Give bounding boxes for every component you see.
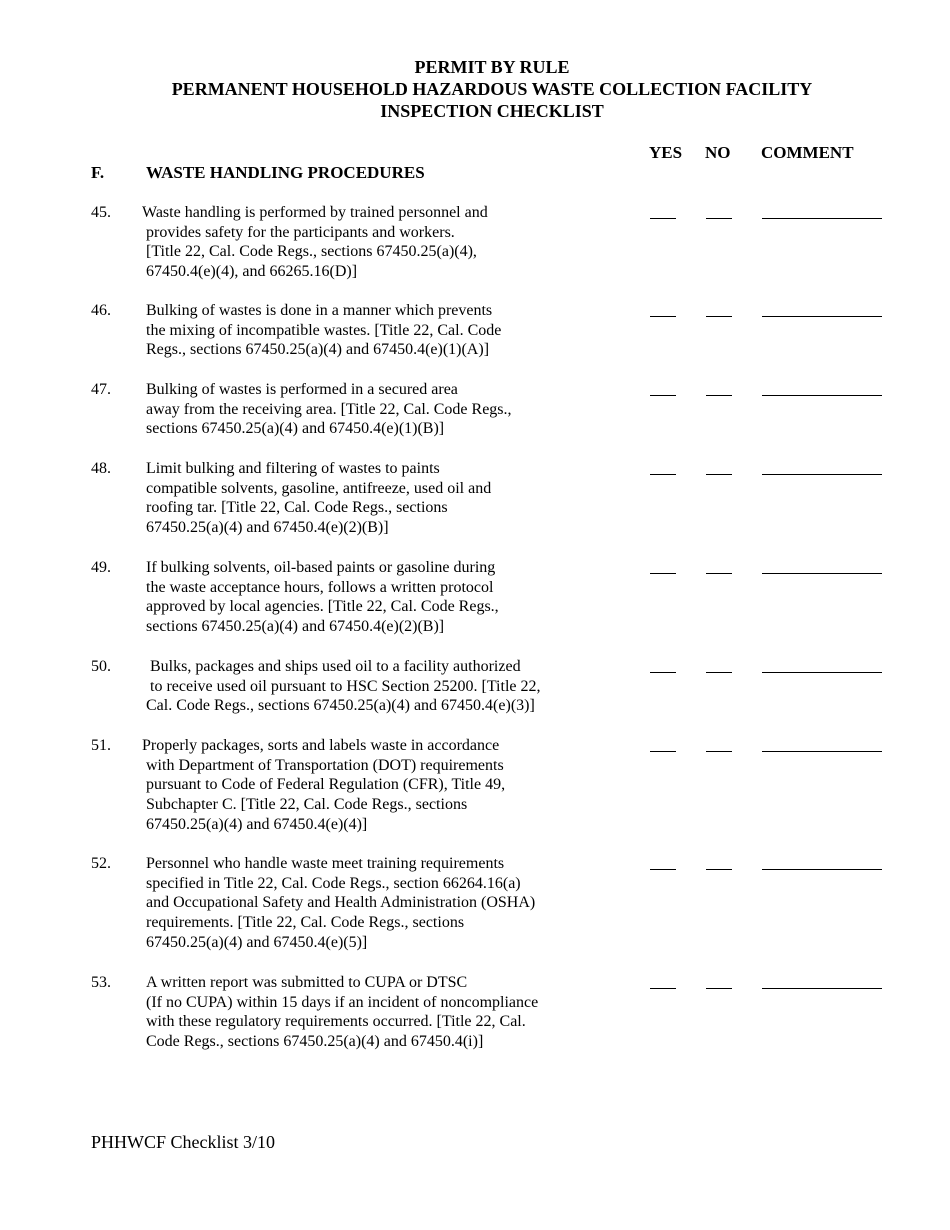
item-number: 53. [91,974,111,991]
item-text-line: requirements. [Title 22, Cal. Code Regs., sections [146,914,465,932]
item-text-line: Regs., sections 67450.25(a)(4) and 67450.4(e)(1)(A)] [146,341,490,359]
item-text-line: Personnel who handle waste meet training requirements [146,855,505,872]
item-text-line: 67450.25(a)(4) and 67450.4(e)(5)] [146,933,368,951]
item-text-line: compatible solvents, gasoline, antifreeze, used oil and [146,479,492,497]
yes-answer-line[interactable] [650,395,676,396]
item-text-line: Limit bulking and filtering of wastes to paints [146,460,440,477]
item-text-line: the waste acceptance hours, follows a written protocol [146,578,494,596]
item-text-line: If bulking solvents, oil-based paints or gasoline during [146,559,496,576]
yes-answer-line[interactable] [650,474,676,475]
yes-answer-line[interactable] [650,573,676,574]
item-text-line: Bulks, packages and ships used oil to a facility authorized [146,658,521,675]
item-number: 51. [91,737,111,754]
yes-answer-line[interactable] [650,869,676,870]
item-number: 52. [91,855,111,872]
comment-answer-line[interactable] [762,395,882,396]
yes-answer-line[interactable] [650,751,676,752]
no-answer-line[interactable] [706,474,732,475]
no-answer-line[interactable] [706,869,732,870]
comment-answer-line[interactable] [762,672,882,673]
item-text-line: Code Regs., sections 67450.25(a)(4) and 67450.4(i)] [146,1033,484,1051]
title-line-2: PERMANENT HOUSEHOLD HAZARDOUS WASTE COLLECTION FACILITY [171,79,813,99]
item-text-line: [Title 22, Cal. Code Regs., sections 67450.25(a)(4), [142,243,477,261]
item-text-line: the mixing of incompatible wastes. [Title 22, Cal. Code [146,321,502,339]
item-text-line: Cal. Code Regs., sections 67450.25(a)(4) and 67450.4(e)(3)] [146,697,535,715]
column-yes-header: YES [649,143,683,162]
comment-answer-line[interactable] [762,751,882,752]
item-number: 49. [91,559,111,576]
no-answer-line[interactable] [706,672,732,673]
yes-answer-line[interactable] [650,988,676,989]
item-number: 50. [91,658,111,675]
comment-answer-line[interactable] [762,869,882,870]
comment-answer-line[interactable] [762,988,882,989]
title-line-3: INSPECTION CHECKLIST [380,101,604,121]
item-number: 47. [91,381,111,398]
comment-answer-line[interactable] [762,316,882,317]
section-heading: WASTE HANDLING PROCEDURES [146,163,425,182]
section-letter: F. [91,163,105,182]
item-text-line: Properly packages, sorts and labels waste in accordance [142,737,500,754]
item-text-line: A written report was submitted to CUPA or DTSC [146,974,468,991]
item-text-line: 67450.25(a)(4) and 67450.4(e)(2)(B)] [146,519,389,537]
yes-answer-line[interactable] [650,316,676,317]
item-text-line: 67450.25(a)(4) and 67450.4(e)(4)] [142,815,368,833]
title-line-1: PERMIT BY RULE [414,57,570,77]
item-text-line: approved by local agencies. [Title 22, Cal. Code Regs., [146,598,499,616]
comment-answer-line[interactable] [762,573,882,574]
item-text-line: provides safety for the participants and workers. [142,223,455,241]
item-text-line: Waste handling is performed by trained personnel and [142,204,488,221]
no-answer-line[interactable] [706,988,732,989]
item-text-line: away from the receiving area. [Title 22, Cal. Code Regs., [146,400,512,418]
item-text-line: Bulking of wastes is done in a manner which prevents [146,302,493,319]
item-text-line: roofing tar. [Title 22, Cal. Code Regs., sections [146,499,448,517]
item-text-line: specified in Title 22, Cal. Code Regs., section 66264.16(a) [146,874,521,892]
item-text-line: sections 67450.25(a)(4) and 67450.4(e)(2)(B)] [146,618,445,636]
item-text-line: (If no CUPA) within 15 days if an incident of noncompliance [146,993,539,1011]
item-text-line: sections 67450.25(a)(4) and 67450.4(e)(1)(B)] [146,420,445,438]
item-text-line: pursuant to Code of Federal Regulation (CFR), Title 49, [142,776,506,794]
column-no-header: NO [705,143,731,162]
comment-answer-line[interactable] [762,474,882,475]
no-answer-line[interactable] [706,573,732,574]
no-answer-line[interactable] [706,218,732,219]
item-text-line: Bulking of wastes is performed in a secured area [146,381,458,398]
item-text-line: Subchapter C. [Title 22, Cal. Code Regs., sections [142,796,468,814]
item-number: 46. [91,302,111,319]
yes-answer-line[interactable] [650,672,676,673]
item-number: 45. [91,204,111,221]
no-answer-line[interactable] [706,395,732,396]
column-comment-header: COMMENT [761,143,854,162]
item-text-line: with Department of Transportation (DOT) requirements [142,756,504,774]
item-text-line: to receive used oil pursuant to HSC Section 25200. [Title 22, [146,677,541,695]
page-footer: PHHWCF Checklist 3/10 [91,1132,276,1152]
item-text-line: and Occupational Safety and Health Administration (OSHA) [146,894,536,912]
yes-answer-line[interactable] [650,218,676,219]
no-answer-line[interactable] [706,751,732,752]
item-number: 48. [91,460,111,477]
comment-answer-line[interactable] [762,218,882,219]
item-text-line: 67450.4(e)(4), and 66265.16(D)] [142,263,358,281]
item-text-line: with these regulatory requirements occurred. [Title 22, Cal. [146,1013,526,1031]
no-answer-line[interactable] [706,316,732,317]
